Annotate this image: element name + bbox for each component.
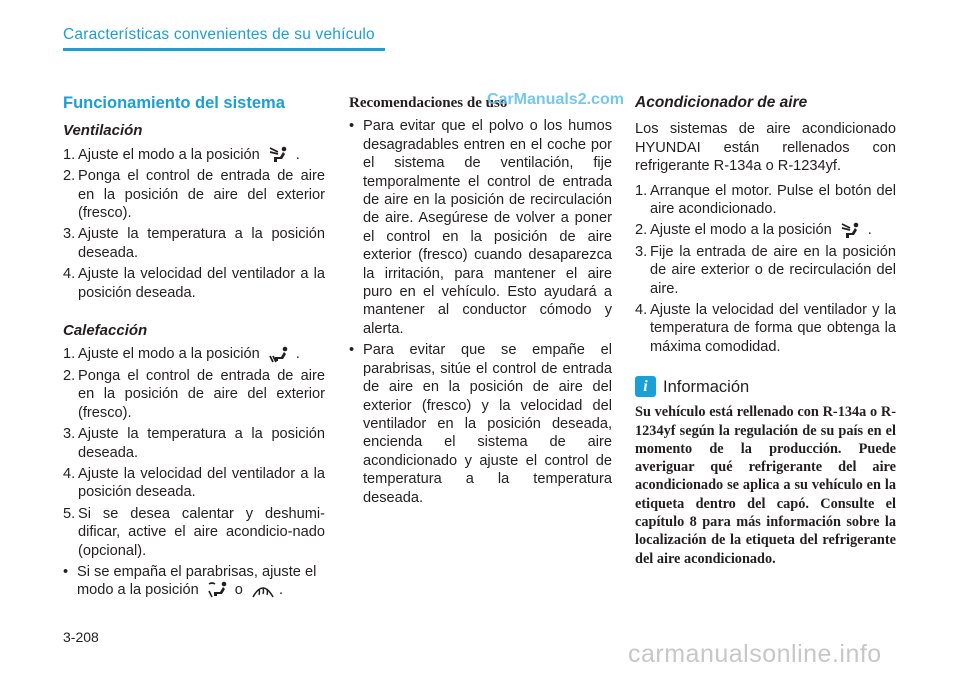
item-text: Arranque el motor. Pulse el botón del aire acondicionado. xyxy=(650,182,896,218)
defrost-icon xyxy=(251,581,275,599)
list-item xyxy=(635,221,896,239)
item-number: 2. xyxy=(63,367,76,384)
list-item xyxy=(63,345,325,363)
list-item xyxy=(63,505,325,560)
item-text: Si se desea calentar y deshumi-dificar, active el aire acondicio-nado (opcional). xyxy=(78,505,325,559)
bullet-dot: • xyxy=(63,563,69,580)
list-item xyxy=(63,425,325,462)
info-icon: i xyxy=(635,376,656,397)
watermark-top: CarManuals2.com xyxy=(487,91,624,108)
column-3 xyxy=(635,94,896,568)
face-vent-icon xyxy=(840,222,864,240)
floor-vent-icon xyxy=(268,346,292,364)
bullet-item xyxy=(349,341,612,507)
item-tail: . xyxy=(295,146,300,163)
item-number: 4. xyxy=(63,266,76,283)
item-number: 1. xyxy=(63,146,76,163)
info-title: Información xyxy=(663,377,750,396)
item-number: 2. xyxy=(635,222,648,239)
face-vent-icon xyxy=(268,146,292,164)
info-body: Su vehículo está rellenado con R-134a o R-1234yf según la regulación de su país en el momento de la producción. Puede averiguar qué refrigerante del aire acondicionado se aplica a su vehículo en la etiqueta dentro del capó. Consulte el capítulo 8 para más información sobre la localización de la etiqueta del refrigerante del aire acondicionado. xyxy=(635,404,896,567)
column-2 xyxy=(349,94,612,510)
bullet-dot: • xyxy=(349,118,355,135)
item-number: 2. xyxy=(63,168,76,185)
item-number: 3. xyxy=(635,243,648,260)
bullet-item xyxy=(63,563,325,600)
item-text: Ajuste el modo a la posición xyxy=(78,346,260,363)
list-item xyxy=(63,367,325,422)
ac-title: Acondicionador de aire xyxy=(635,94,808,111)
info-header xyxy=(635,376,896,397)
column-1 xyxy=(63,94,325,603)
item-number: 4. xyxy=(635,302,648,319)
item-text: Para evitar que se empañe el parabrisas, sitúe el control de entrada de aire en la posición de aire del exterior (fresco) y la velocidad del ventilador en la posición deseada, encienda el sistema de aire acondicionado y ajuste el control de temperatura a la temperatura deseada. xyxy=(363,342,612,506)
item-text: Ajuste el modo a la posición xyxy=(78,146,260,163)
item-tail: . xyxy=(278,582,284,599)
item-text: Ajuste la temperatura a la posición deseada. xyxy=(78,426,325,461)
item-text: Ponga el control de entrada de aire en la posición de aire del exterior (fresco). xyxy=(78,168,325,222)
item-number: 1. xyxy=(63,346,76,363)
recommendations-title: Recomendaciones de uso xyxy=(349,95,508,111)
item-text: Si se empaña el parabrisas, ajuste el modo a la posición xyxy=(77,563,317,599)
list-item xyxy=(63,225,325,262)
bullet-item xyxy=(349,117,612,338)
list-item xyxy=(63,146,325,164)
item-text: Ajuste la velocidad del ventilador a la posición deseada. xyxy=(78,465,325,501)
item-number: 1. xyxy=(635,182,648,199)
item-text: Ponga el control de entrada de aire en la posición de aire del exterior (fresco). xyxy=(78,367,325,421)
item-tail: . xyxy=(867,222,872,239)
section-title: Funcionamiento del sistema xyxy=(63,94,285,112)
item-text: Ajuste la temperatura a la posición deseada. xyxy=(78,226,325,261)
item-text: Ajuste la velocidad del ventilador y la temperatura de forma que obtenga la máxima comodidad. xyxy=(650,302,896,355)
list-item xyxy=(63,465,325,502)
header-rule xyxy=(63,48,385,51)
ventilacion-title: Ventilación xyxy=(63,122,143,140)
item-tail: . xyxy=(295,346,300,363)
item-text: Fije la entrada de aire en la posición de aire exterior o de recirculación del aire. xyxy=(650,243,896,297)
ac-intro: Los sistemas de aire acondicionado HYUNDAI están rellenados con refrigerante R-134a o R-1234yf. xyxy=(635,121,896,175)
bullet-dot: • xyxy=(349,342,355,359)
item-text-middle: o xyxy=(234,582,243,599)
item-number: 5. xyxy=(63,505,76,522)
item-text: Ajuste la velocidad del ventilador a la posición deseada. xyxy=(78,266,325,301)
list-item xyxy=(63,265,325,302)
item-text: Ajuste el modo a la posición xyxy=(650,222,832,239)
floor-defrost-icon xyxy=(207,581,231,599)
list-item xyxy=(635,182,896,219)
item-number: 4. xyxy=(63,465,76,482)
item-text: Para evitar que el polvo o los humos desagradables entren en el coche por el sistema de ventilación, fije temporalmente el control de entrada de aire en la posición de recirculación de aire. Asegúrese de volver a poner el control en la posición de aire exterior (fresco) cuando desaparezca la irritación, para mantener el aire puro en el vehículo. Esto ayudará a mantener al conductor cómodo y alerta. xyxy=(363,118,612,337)
calefaccion-title: Calefacción xyxy=(63,322,148,340)
list-item xyxy=(635,301,896,356)
list-item xyxy=(635,243,896,298)
list-item xyxy=(63,167,325,222)
watermark-bottom: carmanualsonline.info xyxy=(628,640,882,668)
page-number: 3-208 xyxy=(63,629,99,645)
section-header-title: Características convenientes de su vehículo xyxy=(63,26,375,43)
item-number: 3. xyxy=(63,226,76,243)
item-number: 3. xyxy=(63,426,76,443)
